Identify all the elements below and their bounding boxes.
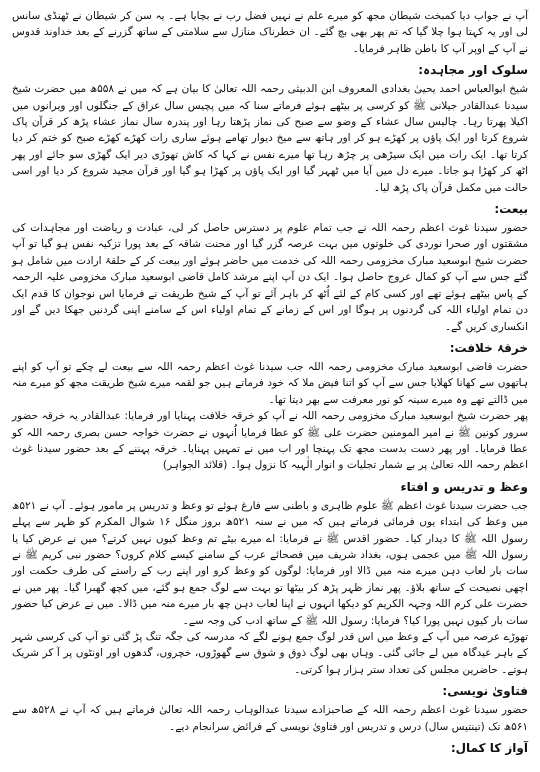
- khirqa-paragraph-2: پھر حضرت شیخ ابوسعید مبارک مخزومی رحمہ اللہ نے آپ کو خرقہ خلافت پہنایا اور فرمایا: عبدالقادر یہ خرقہ حضور سرور کونین ﷺ نے امیر المومنین حضرت علی ﷺ کو عطا فرمایا اُنہوں نے حضرت خواجہ حسن بصری رحمہ اللہ کو عطا فرمایا۔ اور پھر دست بدست مجھ تک پہنچا اور اب میں نے تمہیں پہنایا۔ خرقہ پہننے کے بعد حضور سیدنا غوث اعظم رحمہ اللہ تعالیٰ پر بے شمار تجلیات و انوار الٰہیہ کا نزول ہوا۔ (قلائد الجواہر): [12, 410, 528, 472]
- khirqa-paragraph-1: حضرت قاضی ابوسعید مبارک مخزومی رحمہ اللہ جب سیدنا غوث اعظم رحمہ اللہ سے بیعت لے چکے تو آپ کو اپنے ہاتھوں سے کھانا کھلایا جس سے آپ کو اتنا فیض ملا کہ خود فرماتے ہیں جو لقمہ میرے شیخ طریقت مجھ کو میرے منہ میں ڈالتے تھے وہ میرے سینہ کو نور معرفت سے بھر دیتا تھا۔: [12, 360, 528, 406]
- heading-waaz: وعظ و تدریس و افتاء: [400, 479, 528, 494]
- heading-fatawa: فتاویٰ نویسی:: [442, 684, 528, 699]
- heading-awaz: آواز کا کمال:: [450, 741, 528, 756]
- intro-paragraph: آپ نے جواب دیا کمبخت شیطان مجھ کو میرے علم نے نہیں فضل رب نے بچایا ہے۔ یہ سن کر شیطان نے ٹھنڈی سانس لی اور یہ کہتا ہوا چلا گیا کہ تم پھر بھی بچ گئے۔ ان خطرناک منازل سے سلامتی کے ساتھ گزرنے کے بعد خداوند قدوس نے آپ کے اوپر آپ کا باطن ظاہر فرمایا۔: [12, 10, 528, 55]
- suluk-paragraph: شیخ ابوالعباس احمد یحییٰ بغدادی المعروف ابن الدبیثی رحمہ اللہ تعالیٰ کا بیان ہے کہ میں نے ۵۵۸ھ میں حضرت شیخ سیدنا عبدالقادر جیلانی ﷺ کو کرسی پر بیٹھے ہوئے فرماتے سنا کہ میں پچیس سال عراق کے جنگلوں اور ویرانوں میں اکیلا پھرتا رہا۔ چالیس سال عشاء کے وضو سے صبح کی نماز پڑھتا رہا اور پندرہ سال نماز عشاء پڑھ کر قرآن پاک شروع کرتا اور ایک پاؤں پر کھڑے ہو کر اور ہاتھ سے میخ دیوار تھامے ہوئے ساری رات کھڑے کھڑے صبح کو ختم کر دیا کرتا تھا۔ ایک رات میں ایک سیڑھی پر چڑھ رہا تھا میرے نفس نے کہا کہ کاش تھوڑی دیر ایک گھڑی سو جائے اور پھر اٹھ کر کھڑا ہو جاتا۔ میرے دل میں آیا میں ٹھہر گیا اور ایک پاؤں پر کھڑا ہو گیا اور قرآن مجید شروع کر دیا اور اسی حالت میں مکمل قرآن پاک پڑھ لیا۔: [12, 83, 528, 194]
- bayat-paragraph: حضور سیدنا غوث اعظم رحمہ اللہ نے جب تمام علوم پر دسترس حاصل کر لی، عبادت و ریاضت اور مجاہدات کی مشقتوں اور صحرا نوردی کی خلوتوں میں بہت عرصہ گزر گیا اور محنت شاقہ کے بعد پورا تزکیہ نفس ہو گیا تو آپ حضرت شیخ ابوسعید مبارک مخزومی رحمہ اللہ کی خدمت میں حاضر ہوئے اور بیعت کر کے حلقۂ ارادت میں شامل ہو گئے جس سے آپ کو کمال عروج حاصل ہوا۔ ایک دن آپ اپنے مرشد کامل قاضی ابوسعید مبارک مخزومی علیہ الرحمہ کے پاس بیٹھے ہوئے تھے اور کسی کام کے لئے اُٹھ کر باہر آئے تو آپ کے شیخ طریقت نے فرمایا اس نوجوان کا قدم ایک دن تمام اولیاء اللہ کی گردنوں پر ہوگا اور اس کے زمانے کے تمام اولیاء اس کے سامنے اپنی گردنیں جھکا دیں گے اور انکساری کریں گے۔: [12, 222, 528, 333]
- heading-bayat: بیعت:: [494, 202, 528, 217]
- waaz-paragraph-1: جب حضرت سیدنا غوث اعظم ﷺ علوم ظاہری و باطنی سے فارغ ہوئے تو وعظ و تدریس پر مامور ہوئے۔ آپ نے ۵۲۱ھ میں وعظ کی ابتداء یوں فرمائی فرماتے ہیں کہ میں نے سنہ ۵۲۱ھ بروز منگل ۱۶ شوال المکرم کو ظہر سے پہلے رسول اللہ ﷺ کا دیدار کیا۔ حضور اقدس ﷺ نے فرمایا: اے میرے بیٹے تم وعظ کیوں نہیں کرتے؟ میں نے عرض کیا یا رسول اللہ ﷺ میں عجمی ہوں، بغداد شریف میں فصحائے عرب کے سامنے کیسے کلام کروں؟ حضور نبی کریم ﷺ نے سات بار لعاب دہن میرے منہ میں ڈالا اور فرمایا: لوگوں کو وعظ کرو اور اپنے رب کے راستے کی طرف حکمت اور اچھی نصیحت کے ساتھ بلاؤ۔ پھر نماز ظہر پڑھ کر بیٹھا تو بہت سے لوگ جمع ہو گئے، میں کچھ گھبرا گیا۔ پھر میں نے حضرت علی کرم اللہ وجہہ الکریم کو دیکھا انہوں نے اپنا لعاب دہن چھ بار میرے منہ میں ڈالا۔ میں نے عرض کیا حضور سات بار کیوں نہیں پورا کیا؟ فرمایا: رسول اللہ ﷺ کے ساتھ ادب کی وجہ سے۔: [12, 499, 529, 627]
- fatawa-paragraph: حضور سیدنا غوث اعظم رحمہ اللہ کے صاحبزادے سیدنا عبدالوہاب رحمہ اللہ تعالیٰ فرماتے ہیں کہ آپ نے ۵۲۸ھ سے ۵۶۱ھ تک (تینتیس سال) درس و تدریس اور فتاویٰ نویسی کے فرائض سرانجام دیے۔: [12, 704, 528, 733]
- heading-suluk: سلوک اور مجاہدہ:: [418, 63, 528, 78]
- heading-khirqa: خرقۂ خلافت:: [449, 340, 528, 355]
- waaz-paragraph-2: تھوڑے عرصہ میں آپ کے وعظ میں اس قدر لوگ جمع ہونے لگے کہ مدرسہ کی جگہ تنگ پڑ گئی تو آپ کی کرسی شہر کے باہر عیدگاہ میں لے جائی گئی۔ وہاں بھی لوگ ذوق و شوق سے گھوڑوں، خچروں، گدھوں اور اونٹوں پر آ کر شریک ہوتے۔ حاضرین مجلس کی تعداد ستر ہزار ہوا کرتی۔: [12, 631, 528, 676]
